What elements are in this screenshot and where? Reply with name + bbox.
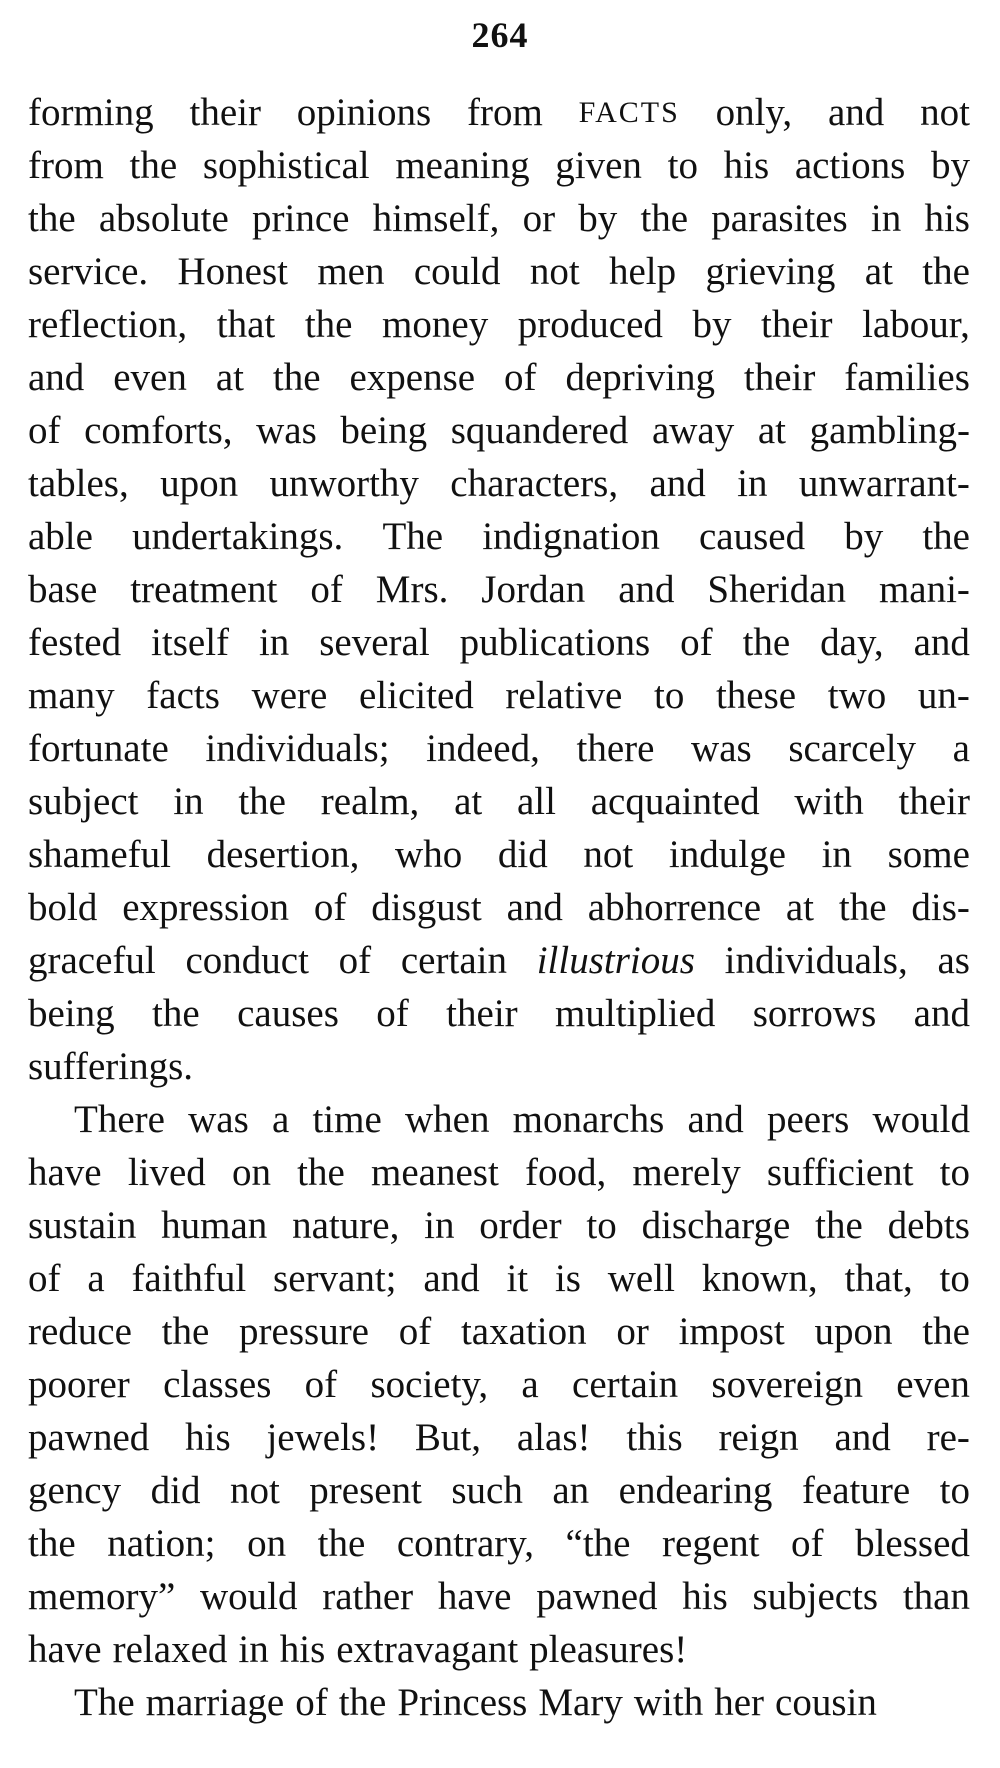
text-line: The marriage of the Princess Mary with her cousin — [74, 1681, 877, 1724]
text-line: the nation; on the contrary, “the regent of blessed — [28, 1522, 970, 1565]
paragraph — [28, 1093, 970, 1676]
text-line: reflection, that the money produced by their labour, — [28, 303, 970, 346]
text-line: service. Honest men could not help grieving at the — [28, 250, 970, 293]
text-line: bold expression of disgust and abhorrence at the dis- — [28, 886, 970, 929]
text-line: memory” would rather have pawned his subjects than — [28, 1575, 970, 1618]
text-line: being the causes of their multiplied sorrows and — [28, 992, 970, 1035]
paragraph — [28, 1676, 970, 1729]
text-line: shameful desertion, who did not indulge in some — [28, 833, 970, 876]
text-line: forming their opinions from FACTS only, and not — [28, 91, 970, 134]
text-line: fested itself in several publications of the day, and — [28, 621, 970, 664]
text-line: fortunate individuals; indeed, there was scarcely a — [28, 727, 970, 770]
text-line: subject in the realm, at all acquainted with their — [28, 780, 970, 823]
text-line: have lived on the meanest food, merely sufficient to — [28, 1151, 970, 1194]
text-line: have relaxed in his extravagant pleasures! — [28, 1628, 688, 1671]
text-line: able undertakings. The indignation caused by the — [28, 515, 970, 558]
page-number: 264 — [471, 15, 529, 55]
text-line: many facts were elicited relative to these two un- — [28, 674, 970, 717]
body-text — [28, 86, 970, 1729]
text-line: from the sophistical meaning given to his actions by — [28, 144, 970, 187]
text-line: graceful conduct of certain illustrious individuals, as — [28, 939, 970, 982]
text-line: There was a time when monarchs and peers would — [74, 1098, 970, 1141]
text-line: of a faithful servant; and it is well known, that, to — [28, 1257, 970, 1300]
text-line: poorer classes of society, a certain sovereign even — [28, 1363, 970, 1406]
text-line: tables, upon unworthy characters, and in unwarrant- — [28, 462, 970, 505]
text-line: sustain human nature, in order to discharge the debts — [28, 1204, 970, 1247]
text-line: gency did not present such an endearing feature to — [28, 1469, 970, 1512]
text-line: of comforts, was being squandered away at gambling- — [28, 409, 970, 452]
text-line: pawned his jewels! But, alas! this reign and re- — [28, 1416, 970, 1459]
text-line: base treatment of Mrs. Jordan and Sheridan mani- — [28, 568, 970, 611]
text-line: the absolute prince himself, or by the parasites in his — [28, 197, 970, 240]
paragraph — [28, 86, 970, 1093]
text-line: and even at the expense of depriving their families — [28, 356, 970, 399]
text-line: reduce the pressure of taxation or impost upon the — [28, 1310, 970, 1353]
text-line: sufferings. — [28, 1045, 194, 1088]
